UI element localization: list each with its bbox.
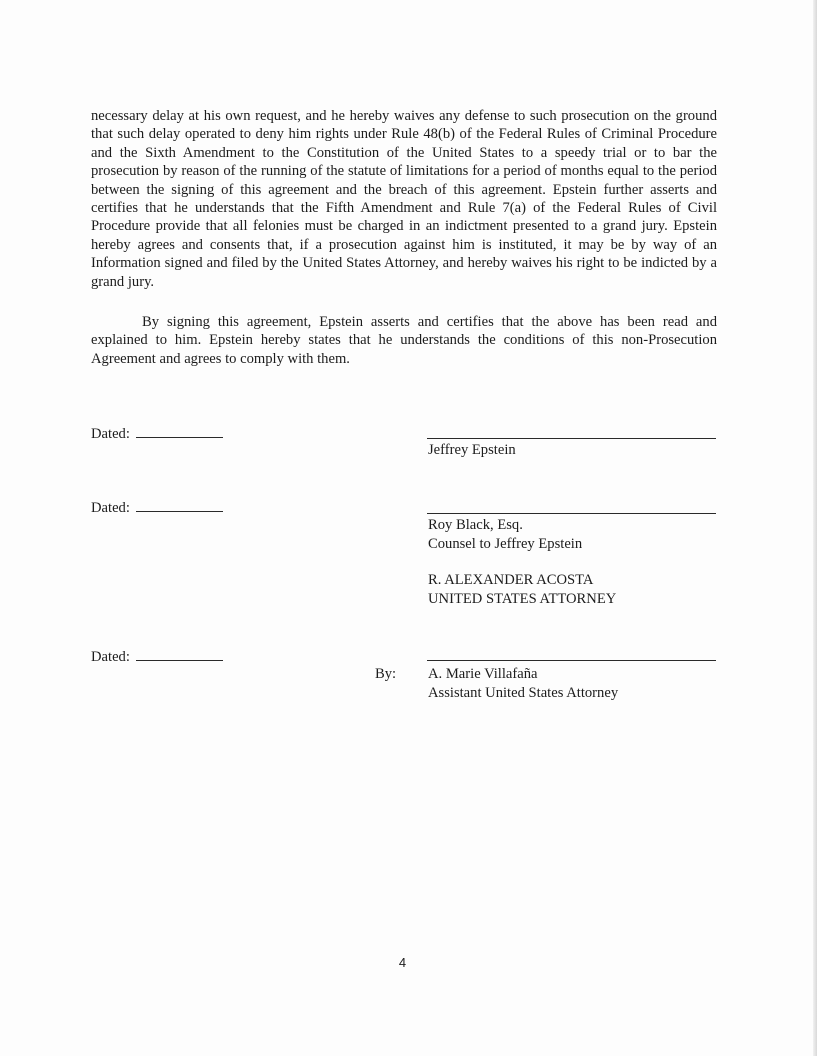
us-attorney-office <box>428 571 616 608</box>
dated-blank-line <box>136 647 223 661</box>
dated-label: Dated: <box>91 649 130 665</box>
dated-field-ausa <box>91 647 223 666</box>
signer-name: Roy Black, Esq. <box>428 517 523 533</box>
signature-line-counsel <box>427 513 716 514</box>
signature-line-epstein <box>427 438 716 439</box>
signer-counsel <box>428 516 582 553</box>
dated-field-epstein <box>91 424 223 443</box>
dated-label: Dated: <box>91 500 130 516</box>
signer-title: Assistant United States Attorney <box>428 684 619 701</box>
scan-edge-shadow <box>813 0 817 1056</box>
body-paragraph-waiver: necessary delay at his own request, and he hereby waives any defense to such prosecution on the ground that such delay operated to deny him rights under Rule 48(b) of the Federal Rules of Criminal Procedure and the Sixth Amendment to the Constitution of the United States to a speedy trial or to bar the prosecution by reason of the running of the statute of limitations for a period of months equal to the period between the signing of this agreement and the breach of this agreement. Epstein further asserts and certifies that he understands that the Fifth Amendment and Rule 7(a) of the Federal Rules of Civil Procedure provide that all felonies must be charged in an indictment presented to a grand jury. Epstein hereby agrees and consents that, if a prosecution against him is instituted, it may be by way of an Information signed and filed by the United States Attorney, and hereby waives his right to be indicted by a grand jury. <box>91 108 717 290</box>
by-label: By: <box>375 666 397 682</box>
body-paragraph-certification: By signing this agreement, Epstein asserts and certifies that the above has been read and explained to him. Epstein hereby states that he understands the conditions of this non-Prosecution Agreement and agrees to comply with them. <box>91 314 717 367</box>
dated-field-counsel <box>91 498 223 517</box>
signer-name: A. Marie Villafaña <box>428 666 538 682</box>
signer-ausa <box>428 665 618 702</box>
signer-epstein <box>428 441 516 460</box>
office-holder-name: R. ALEXANDER ACOSTA <box>428 572 594 588</box>
page-number: 4 <box>398 955 407 970</box>
office-title: UNITED STATES ATTORNEY <box>428 590 617 607</box>
dated-blank-line <box>136 424 223 438</box>
signer-name: Jeffrey Epstein <box>428 442 516 458</box>
dated-blank-line <box>136 498 223 512</box>
dated-label: Dated: <box>91 426 130 442</box>
signer-title: Counsel to Jeffrey Epstein <box>428 535 583 552</box>
signature-line-ausa <box>427 660 716 661</box>
